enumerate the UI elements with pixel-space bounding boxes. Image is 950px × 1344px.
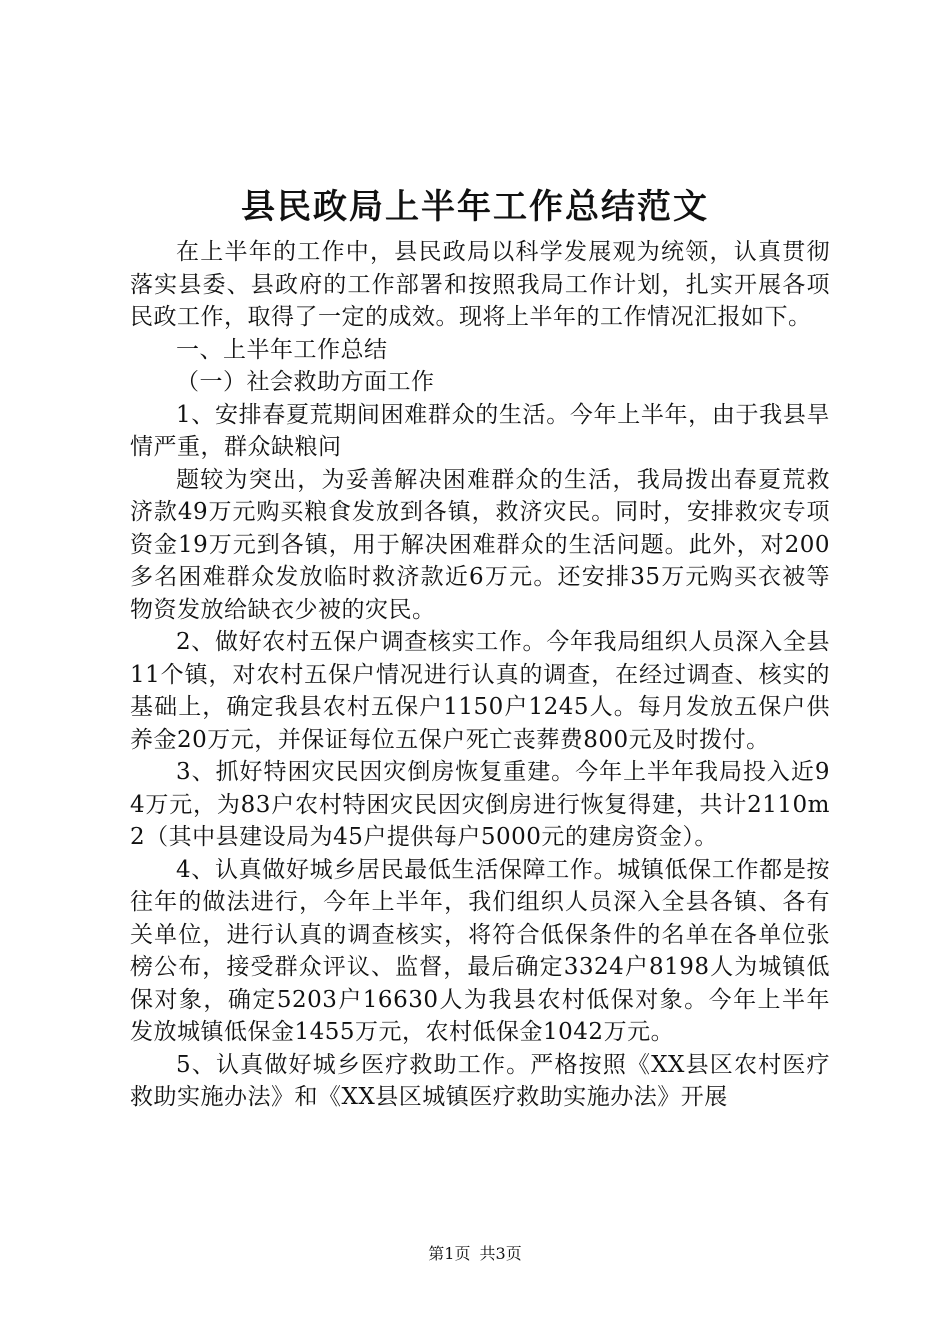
item-4-paragraph: 4、认真做好城乡居民最低生活保障工作。城镇低保工作都是按往年的做法进行，今年上半年，我们组织人员深入全县各镇、各有关单位，进行认真的调查核实，将符合低保条件的名单在各单位张榜公布，接受群众评议、监督，最后确定3324户8198人为城镇低保对象，确定5203户16630人为我县农村低保对象。今年上半年发放城镇低保金1455万元，农村低保金1042万元。 — [130, 856, 830, 1045]
item-3-paragraph: 3、抓好特困灾民因灾倒房恢复重建。今年上半年我局投入近94万元，为83户农村特困灾民因灾倒房进行恢复得建，共计2110m2（其中县建设局为45户提供每户5000元的建房资金）。 — [130, 759, 830, 850]
document-body — [130, 236, 830, 1114]
item-5-paragraph: 5、认真做好城乡医疗救助工作。严格按照《XX县区农村医疗救助实施办法》和《XX县区城镇医疗救助实施办法》开展 — [130, 1051, 830, 1110]
intro-paragraph: 在上半年的工作中，县民政局以科学发展观为统领，认真贯彻落实县委、县政府的工作部署和按照我局工作计划，扎实开展各项民政工作，取得了一定的成效。现将上半年的工作情况汇报如下。 — [130, 239, 830, 330]
page-total: 共3页 — [479, 1244, 522, 1263]
subsection-heading: （一）社会救助方面工作 — [176, 369, 435, 395]
item-1-paragraph: 1、安排春夏荒期间困难群众的生活。今年上半年，由于我县旱情严重，群众缺粮问 — [130, 401, 830, 460]
section-heading: 一、上半年工作总结 — [176, 336, 388, 363]
page-number: 第1页 — [428, 1244, 471, 1263]
item-2-paragraph: 2、做好农村五保户调查核实工作。今年我局组织人员深入全县11个镇，对农村五保户情况进行认真的调查，在经过调查、核实的基础上，确定我县农村五保户1150户1245人。每月发放五保户供养金20万元，并保证每位五保户死亡丧葬费800元及时拨付。 — [130, 629, 830, 753]
page-footer — [0, 1243, 950, 1265]
document-title: 县民政局上半年工作总结范文 — [241, 187, 709, 227]
item-1-continued-paragraph: 题较为突出，为妥善解决困难群众的生活，我局拨出春夏荒救济款49万元购买粮食发放到各镇，救济灾民。同时，安排救灾专项资金19万元到各镇，用于解决困难群众的生活问题。此外，对200多名困难群众发放临时救济款近6万元。还安排35万元购买衣被等物资发放给缺衣少被的灾民。 — [130, 466, 830, 623]
